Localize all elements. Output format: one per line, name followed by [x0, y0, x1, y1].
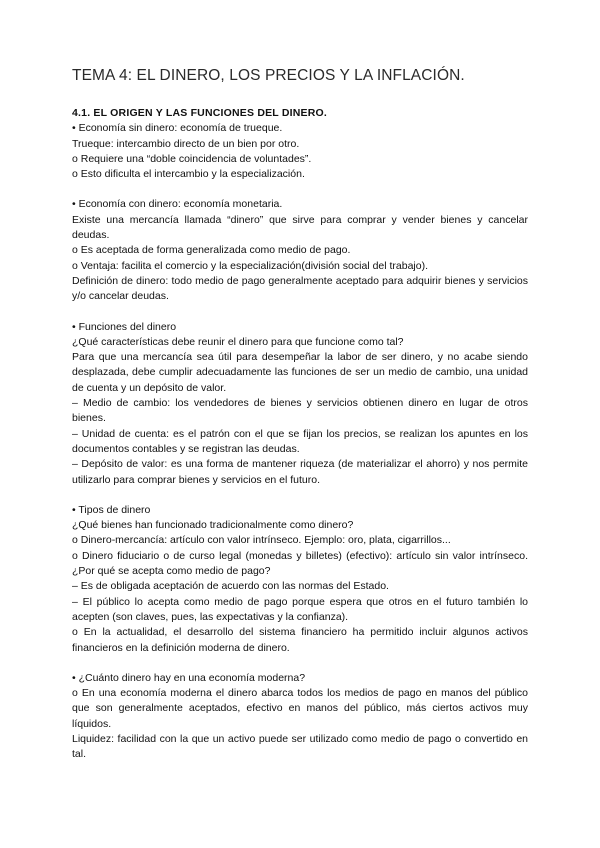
- paragraph-dinero-fiduciario: o Dinero fiduciario o de curso legal (monedas y billetes) (efectivo): artículo sin valor intrínseco. ¿Por qué se acepta como medio de pago?: [72, 549, 528, 578]
- question-line: ¿Qué bienes han funcionado tradicionalmente como dinero?: [72, 519, 354, 532]
- paragraph-unidad-cuenta: – Unidad de cuenta: es el patrón con el que se fijan los precios, se realizan los apuntes en los documentos contables y se registran las deudas.: [72, 427, 528, 455]
- spacer: [72, 182, 528, 197]
- paragraph: Para que una mercancía sea útil para desempeñar la labor de ser dinero, y no acabe siendo desplazada, debe cumplir adecuadamente las funciones de ser un medio de cambio, una unidad de cuenta y un depósito de valor.: [72, 351, 528, 394]
- paragraph: Existe una mercancía llamada “dinero” que sirve para comprar y vender bienes y cancelar deudas.: [72, 213, 528, 242]
- paragraph-definicion-dinero: Definición de dinero: todo medio de pago generalmente aceptado para adquirir bienes y servicios y/o cancelar deudas.: [72, 274, 528, 303]
- spacer: [72, 488, 528, 503]
- document-body: [72, 106, 528, 763]
- document-title: TEMA 4: EL DINERO, LOS PRECIOS Y LA INFLACIÓN.: [72, 67, 465, 84]
- bullet-cuanto-dinero: • ¿Cuánto dinero hay en una economía moderna?: [72, 671, 306, 684]
- question-line: ¿Qué características debe reunir el dinero para que funcione como tal?: [72, 335, 404, 348]
- section-heading: 4.1. EL ORIGEN Y LAS FUNCIONES DEL DINERO.: [72, 107, 328, 119]
- text-line: Trueque: intercambio directo de un bien por otro.: [72, 137, 300, 150]
- paragraph: o En la actualidad, el desarrollo del sistema financiero ha permitido incluir algunos activos financieros en la definición moderna de dinero.: [72, 626, 528, 654]
- bullet-funciones-dinero: • Funciones del dinero: [72, 320, 177, 333]
- text-line: o Dinero-mercancía: artículo con valor intrínseco. Ejemplo: oro, plata, cigarrillos...: [72, 534, 451, 547]
- bullet-economia-sin-dinero: • Economía sin dinero: economía de trueque.: [72, 122, 283, 135]
- spacer: [72, 656, 528, 671]
- paragraph-liquidez: Liquidez: facilidad con la que un activo puede ser utilizado como medio de pago o convertido en tal.: [72, 732, 528, 761]
- paragraph-deposito-valor: – Depósito de valor: es una forma de mantener riqueza (de materializar el ahorro) y nos permite utilizarlo para comprar bienes y servicios en el futuro.: [72, 458, 528, 486]
- text-line: – Es de obligada aceptación de acuerdo con las normas del Estado.: [72, 580, 389, 593]
- bullet-tipos-dinero: • Tipos de dinero: [72, 503, 151, 516]
- text-line: o Es aceptada de forma generalizada como medio de pago.: [72, 244, 351, 257]
- bullet-economia-con-dinero: • Economía con dinero: economía monetaria.: [72, 198, 283, 211]
- paragraph-medio-cambio: – Medio de cambio: los vendedores de bienes y servicios obtienen dinero en lugar de otros bienes.: [72, 397, 528, 425]
- text-line: o Ventaja: facilita el comercio y la especialización(división social del trabajo).: [72, 259, 429, 272]
- paragraph: o En una economía moderna el dinero abarca todos los medios de pago en manos del público que son generalmente aceptados, efectivo en manos del público, más ciertos activos muy líquidos.: [72, 687, 528, 730]
- paragraph: – El público lo acepta como medio de pago porque espera que otros en el futuro también lo acepten (son claves, pues, las expectativas y la confianza).: [72, 595, 528, 623]
- spacer: [72, 305, 528, 320]
- text-line: o Requiere una “doble coincidencia de voluntades”.: [72, 152, 312, 165]
- text-line: o Esto dificulta el intercambio y la especialización.: [72, 168, 305, 181]
